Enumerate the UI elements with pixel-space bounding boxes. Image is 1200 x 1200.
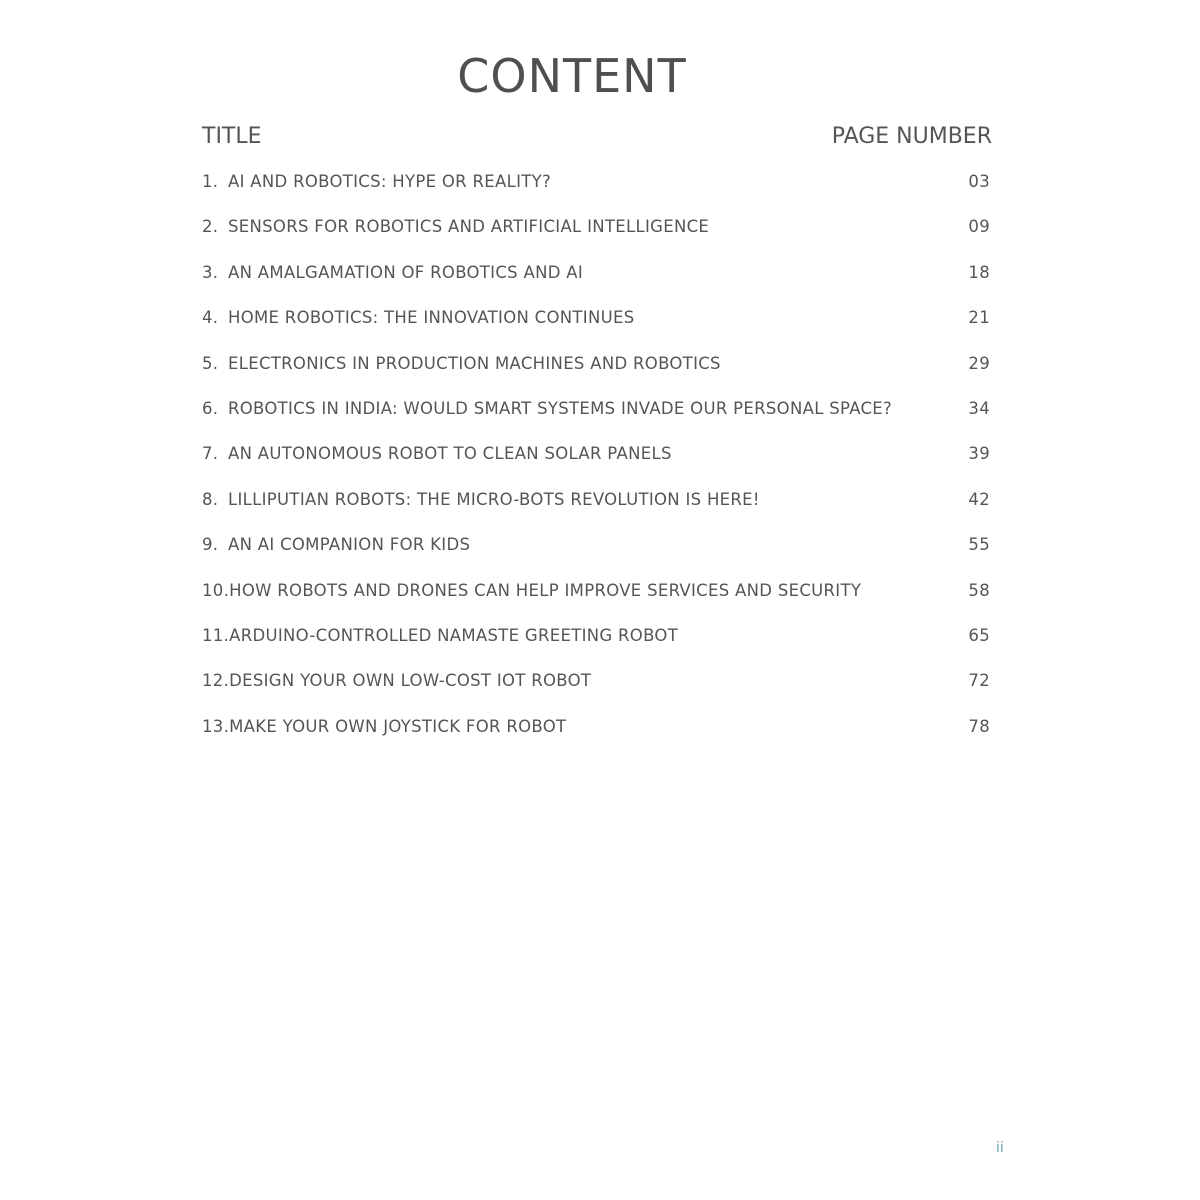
toc-entry-number: 13.	[202, 716, 230, 736]
toc-entry-title: LILLIPUTIAN ROBOTS: THE MICRO-BOTS REVOLUTION IS HERE!	[228, 489, 760, 509]
toc-entry	[202, 444, 992, 489]
toc-entry-number: 3.	[202, 262, 219, 282]
toc-entry-title: ROBOTICS IN INDIA: WOULD SMART SYSTEMS INVADE OUR PERSONAL SPACE?	[228, 398, 893, 418]
toc-entry-page: 29	[968, 353, 990, 373]
toc-entry-title: ARDUINO-CONTROLLED NAMASTE GREETING ROBOT	[229, 625, 679, 645]
toc-entry	[202, 535, 992, 580]
toc-entry	[202, 217, 992, 262]
toc-entry-page: 39	[968, 444, 990, 464]
toc-entry-page: 42	[968, 489, 990, 509]
toc-entry-number: 12.	[202, 671, 230, 691]
toc-entry	[202, 354, 992, 399]
toc-entry-page: 09	[968, 217, 990, 237]
toc-entry	[202, 263, 992, 308]
toc-entry	[202, 399, 992, 444]
toc-entry-title: AI AND ROBOTICS: HYPE OR REALITY?	[228, 172, 552, 191]
title-column-header: TITLE	[202, 124, 262, 149]
toc-entry-title: SENSORS FOR ROBOTICS AND ARTIFICIAL INTELLIGENCE	[228, 217, 710, 237]
page-title: CONTENT	[457, 49, 687, 103]
page-number-column-header: PAGE NUMBER	[831, 124, 992, 149]
toc-entry-title: MAKE YOUR OWN JOYSTICK FOR ROBOT	[229, 716, 567, 736]
toc-entry	[202, 490, 992, 535]
toc-entry-number: 8.	[202, 489, 219, 509]
toc-entry	[202, 581, 992, 626]
toc-entry-number: 11.	[202, 625, 230, 645]
toc-header-row	[202, 124, 992, 156]
toc-entry-number: 9.	[202, 535, 219, 555]
toc-entry-title: HOME ROBOTICS: THE INNOVATION CONTINUES	[228, 308, 635, 328]
toc-entry	[202, 308, 992, 353]
toc-entry-page: 78	[968, 716, 990, 736]
toc-entry-title: AN AI COMPANION FOR KIDS	[228, 535, 471, 555]
toc-entry-number: 7.	[202, 444, 219, 464]
toc-entry-number: 2.	[202, 217, 219, 237]
toc-entry-number: 1.	[202, 172, 219, 191]
toc-entry-title: ELECTRONICS IN PRODUCTION MACHINES AND ROBOTICS	[228, 353, 721, 373]
toc-entry	[202, 172, 992, 217]
toc-entry-number: 4.	[202, 308, 219, 328]
toc-entry	[202, 626, 992, 671]
toc-entry-page: 65	[968, 625, 990, 645]
toc-entry	[202, 671, 992, 716]
toc-entry-page: 34	[968, 398, 990, 418]
table-of-contents	[202, 172, 992, 762]
toc-entry-page: 03	[968, 172, 990, 191]
toc-entry-page: 55	[968, 535, 990, 555]
page-folio: ii	[996, 1140, 1004, 1156]
toc-entry-page: 18	[968, 262, 990, 282]
toc-entry-page: 21	[968, 308, 990, 328]
toc-entry-number: 5.	[202, 353, 219, 373]
toc-entry-title: DESIGN YOUR OWN LOW-COST IOT ROBOT	[229, 671, 592, 691]
toc-entry-title: AN AUTONOMOUS ROBOT TO CLEAN SOLAR PANELS	[228, 444, 672, 464]
toc-entry-page: 58	[968, 580, 990, 600]
toc-entry-number: 6.	[202, 398, 219, 418]
toc-entry-title: AN AMALGAMATION OF ROBOTICS AND AI	[228, 262, 584, 282]
toc-entry-page: 72	[968, 671, 990, 691]
toc-entry-title: HOW ROBOTS AND DRONES CAN HELP IMPROVE SERVICES AND SECURITY	[229, 580, 862, 600]
toc-entry	[202, 717, 992, 762]
toc-entry-number: 10.	[202, 580, 230, 600]
